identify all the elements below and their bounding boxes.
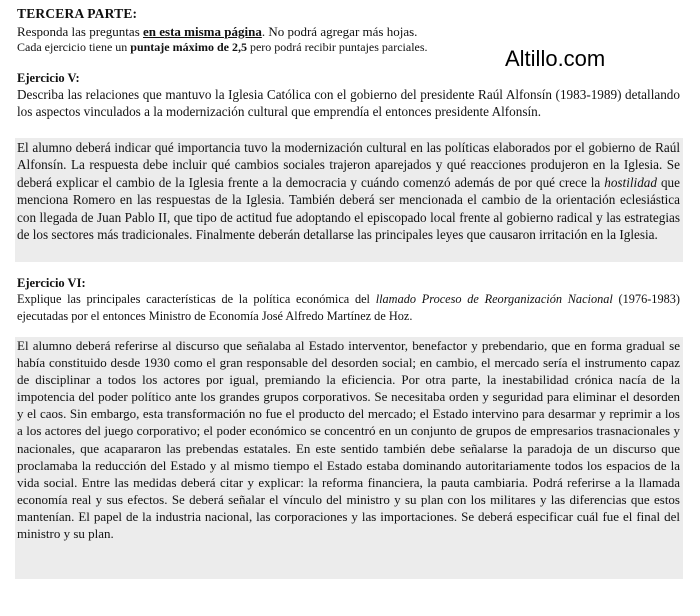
exercise-5-question: Describa las relaciones que mantuvo la Iglesia Católica con el gobierno del presidente Raúl Alfonsín (1983-1989) detallando los aspectos vinculados a la modernización cultural que emprendía el entonces presidente Alfonsín. bbox=[17, 87, 680, 120]
exercise-6-title: Ejercicio VI: bbox=[17, 276, 86, 290]
instructions-line-2 bbox=[17, 40, 428, 55]
section-title: TERCERA PARTE: bbox=[17, 6, 138, 21]
brand-watermark: Altillo.com bbox=[505, 46, 606, 71]
instructions-emphasis: en esta misma página bbox=[143, 24, 262, 39]
exercise-5-answer-italic: hostilidad bbox=[604, 174, 657, 190]
exercise-5-title: Ejercicio V: bbox=[17, 71, 80, 85]
exercise-6-question-italic: llamado Proceso de Reorganización Nacional bbox=[375, 292, 613, 306]
exercise-5-answer-pre: El alumno deberá indicar qué importancia tuvo la modernización cultural en las políticas elaborados por el gobierno de Raúl Alfonsín. La respuesta debe incluir qué cambios sociales trajeron aparejados y qué reacciones produjeron en la Iglesia. Se deberá explicar el cambio de la Iglesia frente a la democracia y cuándo comenzó además de por qué crece la bbox=[17, 140, 680, 190]
exercise-5-answer bbox=[17, 139, 680, 243]
instructions-line-2-post: pero podrá recibir puntajes parciales. bbox=[246, 40, 428, 54]
instructions-line-1 bbox=[17, 24, 417, 40]
instructions-line-2-pre: Cada ejercicio tiene un bbox=[17, 40, 131, 54]
exercise-6-question-pre: Explique las principales características de la política económica del bbox=[17, 292, 376, 306]
exercise-6-question bbox=[17, 291, 680, 324]
exercise-6-question-post: (1976-1983) ejecutadas por el entonces Ministro de Economía José Alfredo Martínez de Hoz. bbox=[17, 292, 680, 323]
instructions-line-1-post: . No podrá agregar más hojas. bbox=[261, 24, 418, 39]
instructions-line-1-pre: Responda las preguntas bbox=[17, 24, 144, 39]
instructions-points: puntaje máximo de 2,5 bbox=[130, 40, 247, 54]
exercise-6-answer: El alumno deberá referirse al discurso que señalaba al Estado interventor, benefactor y prebendario, que en forma gradual se había constituido desde 1930 como el gran responsable del desorden social; en cambio, el mercado sería el instrumento capaz de disciplinar a todos los actores por igual, premiando la eficiencia. Por otra parte, la inestabilidad crónica nacía de la impotencia del poder político ante los grandes grupos corporativos. Se necesitaba orden y seguridad para eliminar el desorden y el caos. Sin embargo, esta transformación no fue el producto del mercado; el Estado intervino para desarmar y reprimir a los a los actores del juego corporativo; el poder económico se concentró en un conjunto de grupos de empresarios trasnacionales y nacionales, que acapararon las prebendas estatales. En este sentido también debe señalarse la paradoja de un discurso que proclamaba la reducción del Estado y al mismo tiempo el Estado estaba dominando autoritariamente todos los espacios de la vida social. Entre las medidas deberá citar y explicar: la reforma financiera, la pauta cambiaria. Podrá referirse a la llamada economía real y sus efectos. Se deberá señalar el vínculo del ministro y su plan con los militares y las diferencias que estos mantenían. El papel de la industria nacional, las corporaciones y las importaciones. Se deberá especificar cuál fue el final del ministro y su plan. bbox=[17, 338, 680, 542]
exercise-5-answer-post: que menciona Romero en las respuestas de la Iglesia. También deberá ser mencionada el cambio de la orientación eclesiástica con llegada de Juan Pablo II, que tipo de actitud fue adoptando el episcopado local frente al gobierno radical y las estrategias de los sectores más tradicionales. Finalmente deberán detallarse las principales leyes que causaron irritación en la Iglesia. bbox=[17, 174, 680, 243]
